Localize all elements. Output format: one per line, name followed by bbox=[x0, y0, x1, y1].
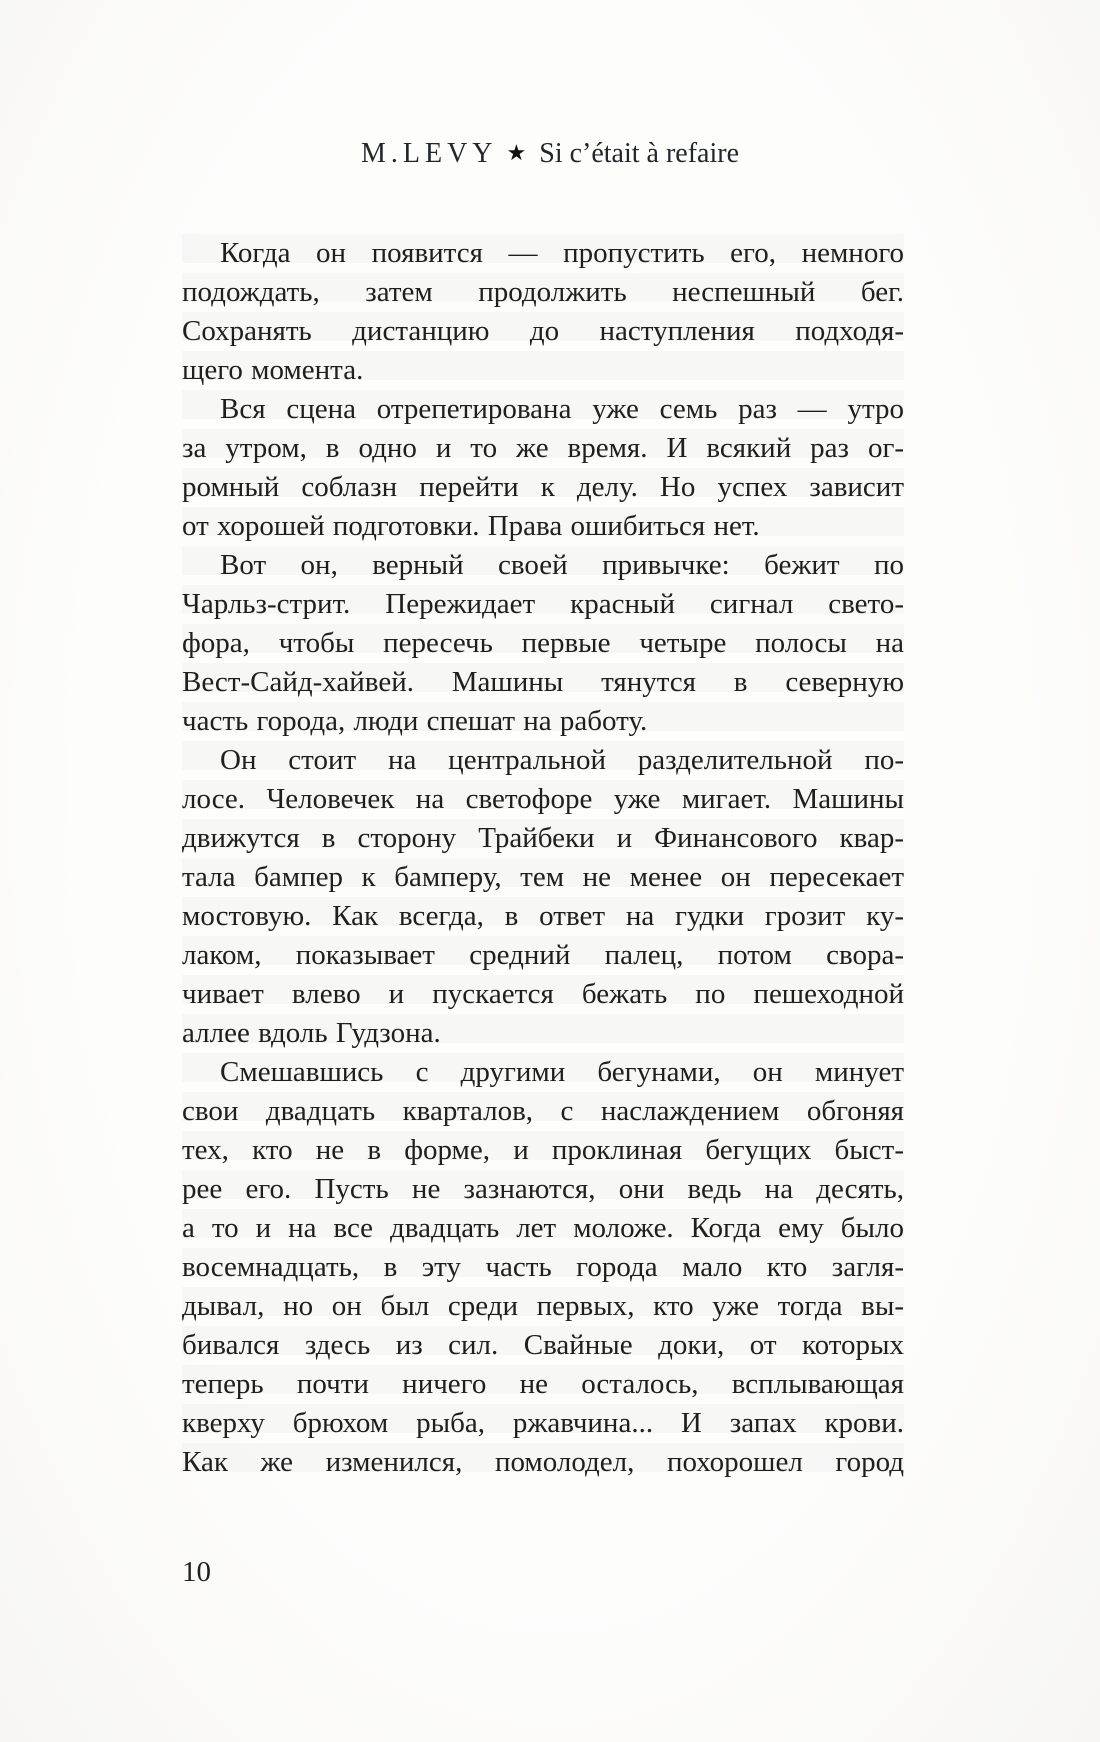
text-line: Когда он появится — пропустить его, немного bbox=[220, 237, 904, 269]
text-line: часть города, люди спешат на работу. bbox=[182, 705, 648, 737]
header-book-title: Si c’était à refaire bbox=[539, 138, 740, 169]
text-line: движутся в сторону Трайбеки и Финансового квар- bbox=[182, 822, 904, 854]
text-line: от хорошей подготовки. Права ошибиться нет. bbox=[182, 510, 760, 542]
text-line: кверху брюхом рыба, ржавчина... И запах крови. bbox=[182, 1407, 904, 1439]
header-author: M.LEVY bbox=[360, 138, 498, 169]
star-icon: ★ bbox=[506, 140, 527, 165]
page-number: 10 bbox=[182, 1556, 211, 1588]
text-line: щего момента. bbox=[182, 354, 364, 386]
text-line: лосе. Человечек на светофоре уже мигает. Машины bbox=[182, 783, 904, 815]
text-line: Он стоит на центральной разделительной по- bbox=[220, 744, 904, 776]
text-line: Как же изменился, помолодел, похорошел город bbox=[182, 1446, 904, 1478]
text-line: за утром, в одно и то же время. И всякий раз ог- bbox=[182, 432, 904, 464]
text-line: фора, чтобы пересечь первые четыре полосы на bbox=[182, 627, 904, 659]
text-line: Сохранять дистанцию до наступления подходя- bbox=[182, 315, 904, 347]
text-line: восемнадцать, в эту часть города мало кто загля- bbox=[182, 1251, 904, 1283]
running-header bbox=[0, 138, 1100, 170]
text-line: подождать, затем продолжить неспешный бег. bbox=[182, 276, 904, 308]
text-line: Вот он, верный своей привычке: бежит по bbox=[220, 549, 904, 581]
text-line: тех, кто не в форме, и проклиная бегущих быст- bbox=[182, 1134, 904, 1166]
text-line: ромный соблазн перейти к делу. Но успех зависит bbox=[182, 471, 904, 503]
page-body bbox=[182, 234, 904, 1482]
text-line: рее его. Пусть не зазнаются, они ведь на десять, bbox=[182, 1173, 904, 1205]
text-line: свои двадцать кварталов, с наслаждением обгоняя bbox=[182, 1095, 904, 1127]
text-line: Вест-Сайд-хайвей. Машины тянутся в северную bbox=[182, 666, 904, 698]
text-line: бивался здесь из сил. Свайные доки, от которых bbox=[182, 1329, 904, 1361]
text-line: Смешавшись с другими бегунами, он минует bbox=[220, 1056, 904, 1088]
text-line: дывал, но он был среди первых, кто уже тогда вы- bbox=[182, 1290, 904, 1322]
text-line: лаком, показывает средний палец, потом свора- bbox=[182, 939, 904, 971]
text-line: Вся сцена отрепетирована уже семь раз — утро bbox=[220, 393, 904, 425]
text-line: аллее вдоль Гудзона. bbox=[182, 1017, 441, 1049]
text-line: теперь почти ничего не осталось, всплывающая bbox=[182, 1368, 904, 1400]
text-line: чивает влево и пускается бежать по пешеходной bbox=[182, 978, 904, 1010]
text-line: тала бампер к бамперу, тем не менее он пересекает bbox=[182, 861, 904, 893]
text-line: а то и на все двадцать лет моложе. Когда ему было bbox=[182, 1212, 904, 1244]
text-line: мостовую. Как всегда, в ответ на гудки грозит ку- bbox=[182, 900, 904, 932]
text-line: Чарльз-стрит. Пережидает красный сигнал свето- bbox=[182, 588, 904, 620]
